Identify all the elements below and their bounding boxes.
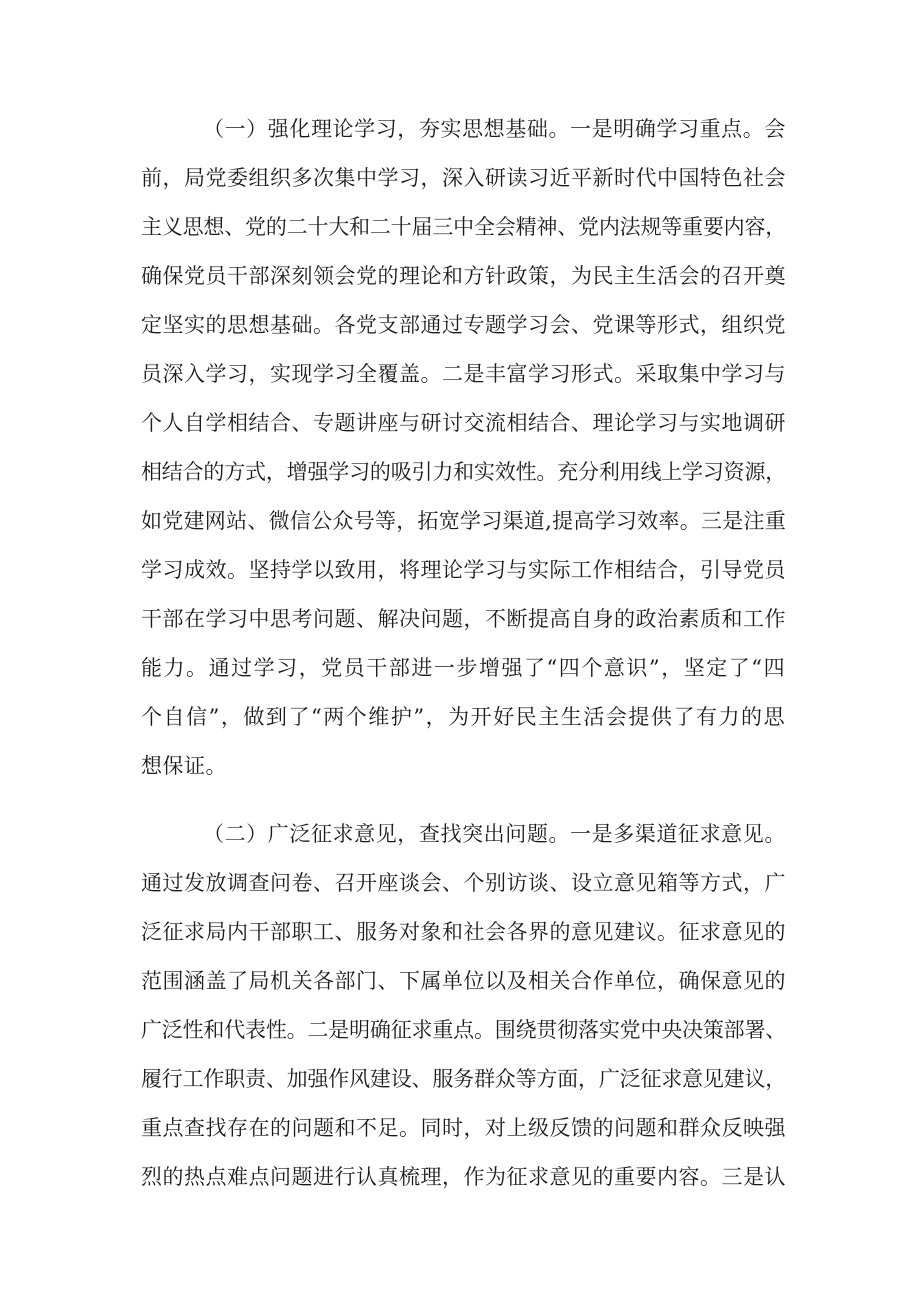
- paragraph-line: 确保党员干部深刻领会党的理论和方针政策，为民主生活会的召开奠: [141, 264, 786, 288]
- paragraph-line: 如党建网站、微信公众号等，拓宽学习渠道,提高学习效率。三是注重: [141, 509, 787, 533]
- paragraph-line: 相结合的方式，增强学习的吸引力和实效性。充分利用线上学习资源，: [141, 460, 787, 484]
- paragraph-line: 前，局党委组织多次集中学习，深入研读习近平新时代中国特色社会: [141, 166, 786, 190]
- paragraph-line: （二）广泛征求意见，查找突出问题。一是多渠道征求意见。: [203, 822, 786, 846]
- paragraph-line: 主义思想、党的二十大和二十届三中全会精神、党内法规等重要内容，: [141, 215, 787, 239]
- paragraph-line: 烈的热点难点问题进行认真梳理，作为征求意见的重要内容。三是认: [141, 1165, 786, 1189]
- paragraph-line: 履行工作职责、加强作风建设、服务群众等方面，广泛征求意见建议，: [141, 1067, 787, 1091]
- paragraph-line: 重点查找存在的问题和不足。同时，对上级反馈的问题和群众反映强: [141, 1116, 786, 1140]
- paragraph-line: 个自信”，做到了“两个维护”，为开好民主生活会提供了有力的思: [141, 705, 787, 729]
- paragraph-line: 干部在学习中思考问题、解决问题，不断提高自身的政治素质和工作: [141, 607, 786, 631]
- paragraph-line: 广泛性和代表性。二是明确征求重点。围绕贯彻落实党中央决策部署、: [141, 1018, 787, 1042]
- paragraph-line: （一）强化理论学习，夯实思想基础。一是明确学习重点。会: [203, 117, 786, 141]
- paragraph-line: 个人自学相结合、专题讲座与研讨交流相结合、理论学习与实地调研: [141, 411, 786, 435]
- paragraph-line: 泛征求局内干部职工、服务对象和社会各界的意见建议。征求意见的: [141, 920, 786, 944]
- paragraph-line: 定坚实的思想基础。各党支部通过专题学习会、党课等形式，组织党: [141, 313, 786, 337]
- paragraph-line: 能力。通过学习，党员干部进一步增强了“四个意识”，坚定了“四: [141, 656, 787, 680]
- paragraph-line: 员深入学习，实现学习全覆盖。二是丰富学习形式。采取集中学习与: [141, 362, 786, 386]
- paragraph-line: 学习成效。坚持学以致用，将理论学习与实际工作相结合，引导党员: [141, 558, 786, 582]
- paragraph-line: 通过发放调查问卷、召开座谈会、个别访谈、设立意见箱等方式，广: [141, 871, 786, 895]
- paragraph-line: 范围涵盖了局机关各部门、下属单位以及相关合作单位，确保意见的: [141, 969, 786, 993]
- paragraph-line: 想保证。: [141, 754, 227, 778]
